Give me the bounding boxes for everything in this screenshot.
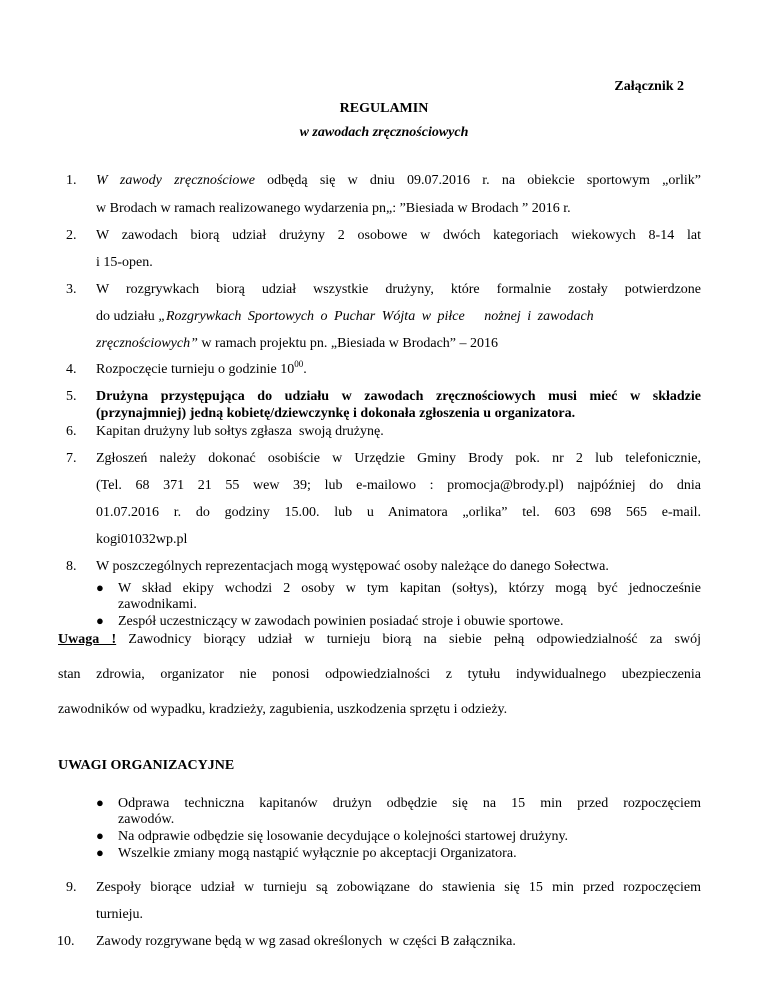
item-8-bullet-1-line-1: W skład ekipy wchodzi 2 osoby w tym kapitan (sołtys), którzy mogą być jednocześnie xyxy=(118,581,701,596)
item-7-line-2: (Tel. 68 371 21 55 wew 39; lub e-mailowo : promocja@brody.pl) najpóźniej do dnia xyxy=(96,478,701,493)
document-title: REGULAMIN xyxy=(339,101,429,116)
document-subtitle: w zawodach zręcznościowych xyxy=(299,125,469,140)
note-line-3: zawodników od wypadku, kradzieży, zagubienia, uszkodzenia sprzętu i odzieży. xyxy=(58,702,508,717)
item-10-text: Zawody rozgrywane będą w wg zasad określonych w części B załącznika. xyxy=(96,934,516,949)
item-1-line-2: w Brodach w ramach realizowanego wydarzenia pn„: ”Biesiada w Brodach ” 2016 r. xyxy=(96,201,571,216)
item-8-bullet-2: Zespół uczestniczący w zawodach powinien posiadać stroje i obuwie sportowe. xyxy=(118,614,564,629)
item-number: 3. xyxy=(66,282,77,297)
item-number: 5. xyxy=(66,389,77,404)
item-3-line-2: do udziału „Rozgrywkach Sportowych o Puchar Wójta w piłce nożnej i zawodach xyxy=(96,309,594,324)
item-number: 7. xyxy=(66,451,77,466)
item-2-line-2: i 15-open. xyxy=(96,255,153,270)
bullet-icon: ● xyxy=(96,845,104,860)
item-3-line-1: W rozgrywkach biorą udział wszystkie drużyny, które formalnie zostały potwierdzone xyxy=(96,282,701,297)
item-number: 6. xyxy=(66,424,77,439)
note-line-2: stan zdrowia, organizator nie ponosi odpowiedzialności z tytułu indywidualnego ubezpieczenia xyxy=(58,667,701,682)
org-bullet-1-line-2: zawodów. xyxy=(118,812,175,827)
item-number: 4. xyxy=(66,362,77,377)
bullet-icon: ● xyxy=(96,795,104,810)
item-9-line-1: Zespoły biorące udział w turnieju są zobowiązane do stawienia się 15 min przed rozpoczęciem xyxy=(96,880,701,895)
item-3-line-3: zręcznościowych” w ramach projektu pn. „Biesiada w Brodach” – 2016 xyxy=(96,336,499,351)
org-bullet-1-line-1: Odprawa techniczna kapitanów drużyn odbędzie się na 15 min przed rozpoczęciem xyxy=(118,796,701,811)
org-bullet-2: Na odprawie odbędzie się losowanie decydujące o kolejności startowej drużyny. xyxy=(118,829,569,844)
note-line-1: Uwaga ! Zawodnicy biorący udział w turnieju biorą na siebie pełną odpowiedzialność za swój xyxy=(58,632,702,647)
attachment-label: Załącznik 2 xyxy=(614,79,684,94)
item-8-bullet-1-line-2: zawodnikami. xyxy=(118,597,197,612)
item-number: 1. xyxy=(66,173,77,188)
item-2-line-1: W zawodach biorą udział drużyny 2 osobowe w dwóch kategoriach wiekowych 8-14 lat xyxy=(96,228,701,243)
item-7-line-4: kogi01032wp.pl xyxy=(96,532,188,547)
item-4-text: Rozpoczęcie turnieju o godzinie $10^{00}$. xyxy=(96,359,307,377)
bullet-icon: ● xyxy=(96,580,104,595)
item-6-text: Kapitan drużyny lub sołtys zgłasza swoją drużynę. xyxy=(96,424,384,439)
item-5-line-2: (przynajmniej) jedną kobietę/dziewczynkę i dokonała zgłoszenia u organizatora. xyxy=(96,406,576,421)
org-heading: UWAGI ORGANIZACYJNE xyxy=(58,758,235,773)
item-number: 10. xyxy=(57,934,75,949)
item-8-text: W poszczególnych reprezentacjach mogą występować osoby należące do danego Sołectwa. xyxy=(96,559,609,574)
bullet-icon: ● xyxy=(96,613,104,628)
bullet-icon: ● xyxy=(96,828,104,843)
item-1-line-1: W zawody zręcznościowe odbędą się w dniu 09.07.2016 r. na obiekcie sportowym „orlik” xyxy=(96,173,701,188)
item-number: 2. xyxy=(66,228,77,243)
item-number: 8. xyxy=(66,559,77,574)
item-9-line-2: turnieju. xyxy=(96,907,144,922)
org-bullet-3: Wszelkie zmiany mogą nastąpić wyłącznie po akceptacji Organizatora. xyxy=(118,846,517,861)
item-number: 9. xyxy=(66,880,77,895)
item-7-line-3: 01.07.2016 r. do godziny 15.00. lub u Animatora „orlika” tel. 603 698 565 e-mail. xyxy=(96,505,701,520)
item-5-line-1: Drużyna przystępująca do udziału w zawodach zręcznościowych musi mieć w składzie xyxy=(96,389,701,404)
item-7-line-1: Zgłoszeń należy dokonać osobiście w Urzędzie Gminy Brody pok. nr 2 lub telefonicznie, xyxy=(96,451,701,466)
